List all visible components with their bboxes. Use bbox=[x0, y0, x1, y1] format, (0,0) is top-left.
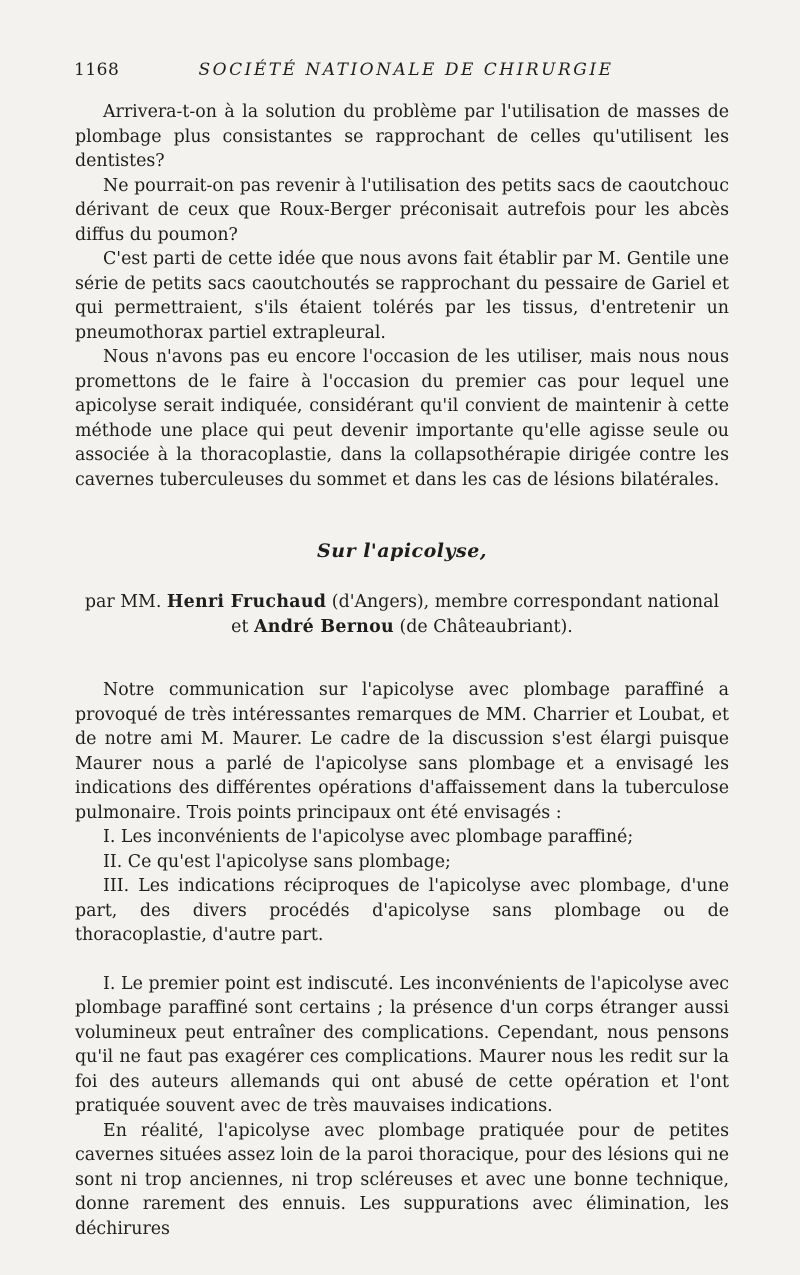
byline-line-2: et André Bernou (de Châteaubriant). bbox=[231, 616, 573, 637]
list-item: III. Les indications réciproques de l'apicolyse avec plombage, d'une part, des divers procédés d'apicolyse sans plombage ou de thoracoplastie, d'autre part. bbox=[75, 876, 729, 945]
paragraph: En réalité, l'apicolyse avec plombage pratiquée pour de petites cavernes situées assez loin de la paroi thoracique, pour des lésions qui ne sont ni trop anciennes, ni trop scléreuses et avec une bonne technique, donne rarement des ennuis. Les suppurations avec élimination, les déchirures bbox=[75, 1120, 729, 1239]
section-break bbox=[75, 948, 729, 972]
byline-line-1: par MM. Henri Fruchaud (d'Angers), membre correspondant national bbox=[84, 592, 720, 612]
author-name: Henri Fruchaud bbox=[166, 592, 327, 612]
article-title: Sur l'apicolyse, bbox=[317, 540, 487, 562]
page-number: 1168 bbox=[74, 60, 120, 80]
paragraph: C'est parti de cette idée que nous avons fait établir par M. Gentile une série de petits sacs caoutchoutés se rapprochant du pessaire de Gariel et qui permettraient, s'ils étaient tolérés par les tissus, d'entretenir un pneumothorax partiel extrapleural. bbox=[75, 249, 729, 343]
article-body bbox=[75, 678, 729, 1241]
running-head: SOCIÉTÉ NATIONALE DE CHIRURGIE bbox=[198, 60, 614, 80]
paragraph: Notre communication sur l'apicolyse avec plombage paraffiné a provoqué de très intéressantes remarques de MM. Charrier et Loubat, et de notre ami M. Maurer. Le cadre de la discussion s'est élargi puisque Maurer nous a parlé de l'apicolyse sans plombage et a envisagé les indications des différentes opérations d'affaissement dans la tuberculose pulmonaire. Trois points principaux ont été envisagés : bbox=[75, 680, 729, 823]
paragraph: Nous n'avons pas eu encore l'occasion de les utiliser, mais nous nous promettons de le faire à l'occasion du premier cas pour lequel une apicolyse serait indiquée, considérant qu'il convient de maintenir à cette méthode une place qui peut devenir importante qu'elle agisse seule ou associée à la thoracoplastie, dans la collapsothérapie dirigée contre les cavernes tuberculeuses du sommet et dans les cas de lésions bilatérales. bbox=[75, 347, 729, 490]
paragraph: I. Le premier point est indiscuté. Les inconvénients de l'apicolyse avec plombage paraffiné sont certains ; la présence d'un corps étranger aussi volumineux peut entraîner des complications. Cependant, nous pensons qu'il ne faut pas exagérer ces complications. Maurer nous les redit sur la foi des auteurs allemands qui ont abusé de cette opération et l'ont pratiquée souvent avec de très mauvaises indications. bbox=[75, 973, 729, 1116]
list-item: II. Ce qu'est l'apicolyse sans plombage; bbox=[103, 851, 451, 872]
author-name: André Bernou bbox=[253, 616, 394, 637]
article-byline bbox=[75, 590, 729, 639]
page-header bbox=[74, 60, 738, 86]
previous-article-text bbox=[75, 100, 729, 492]
paragraph: Arrivera-t-on à la solution du problème par l'utilisation de masses de plombage plus consistantes se rapprochant de celles qu'utilisent les dentistes? bbox=[75, 102, 729, 171]
paragraph: Ne pourrait-on pas revenir à l'utilisation des petits sacs de caoutchouc dérivant de ceux que Roux-Berger préconisait autrefois pour les abcès diffus du poumon? bbox=[75, 175, 729, 245]
list-item: I. Les inconvénients de l'apicolyse avec plombage paraffiné; bbox=[103, 827, 634, 847]
